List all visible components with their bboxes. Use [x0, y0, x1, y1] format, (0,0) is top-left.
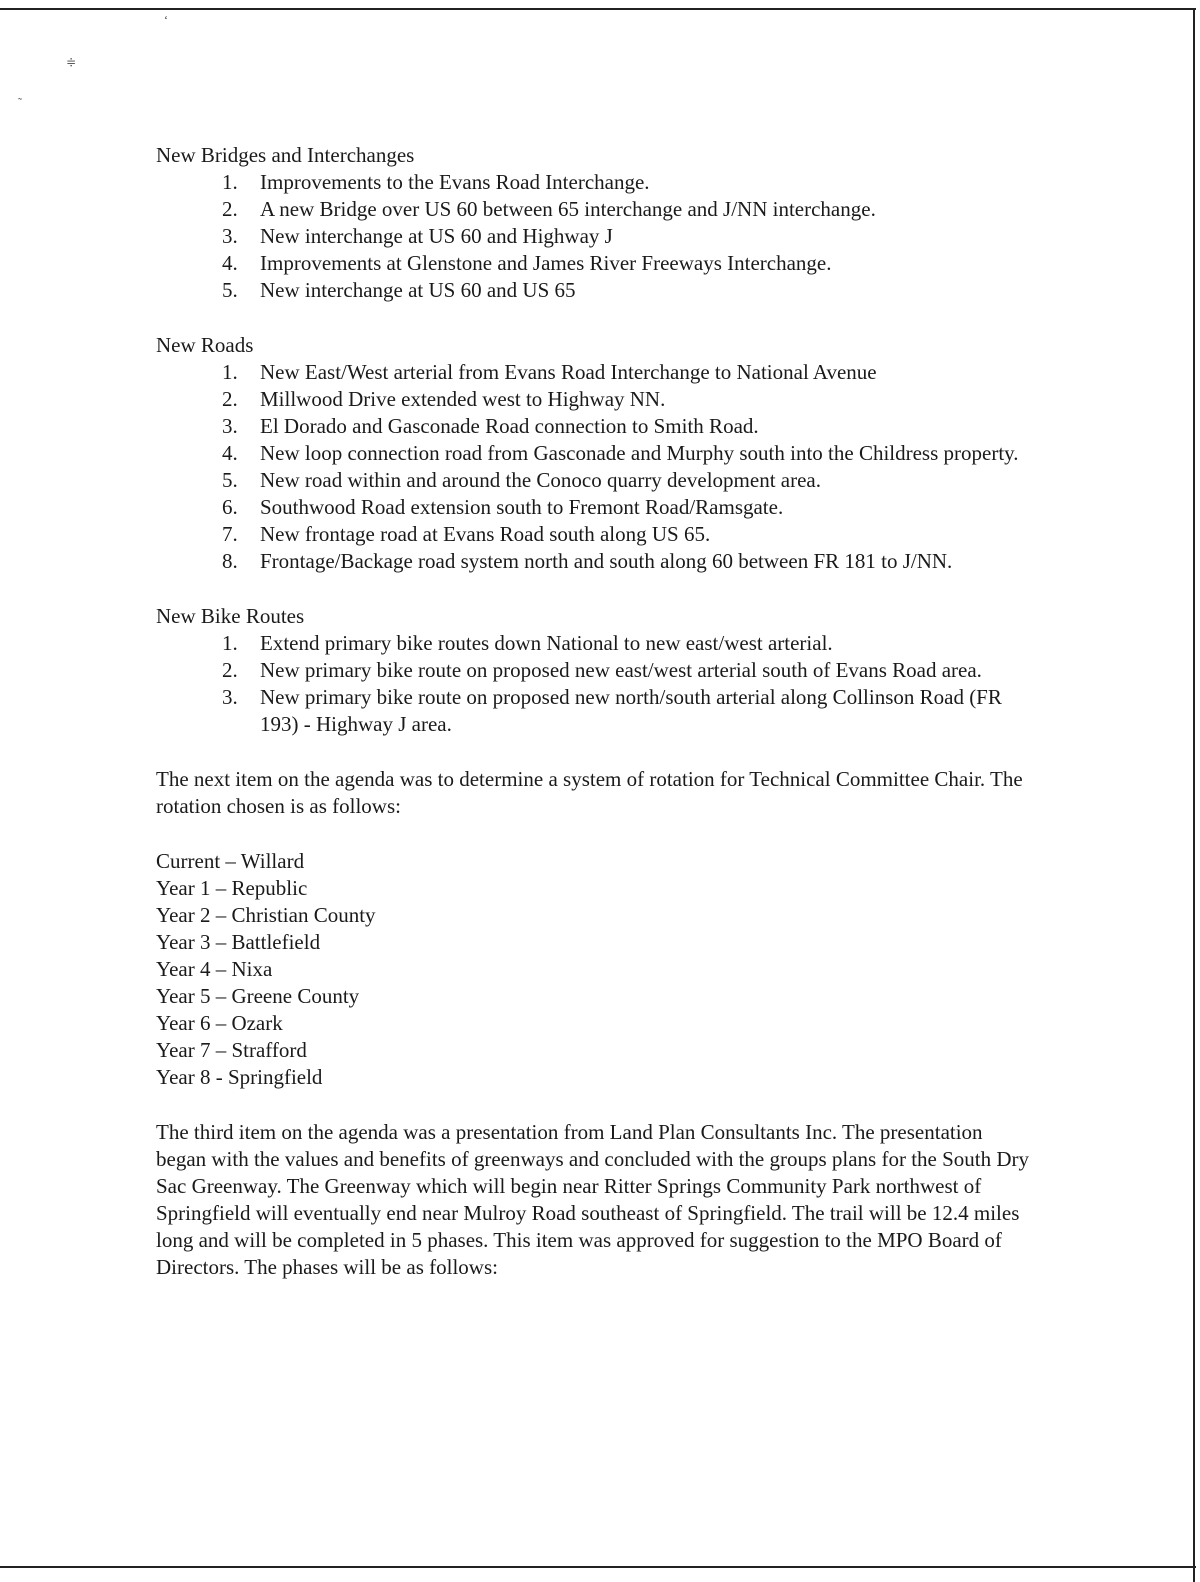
- rotation-item: Year 7 – Strafford: [156, 1038, 307, 1062]
- list-item: 1. Improvements to the Evans Road Interchange.: [222, 170, 650, 194]
- bridges-list: [156, 169, 1036, 304]
- list-item: 3. New interchange at US 60 and Highway J: [222, 224, 613, 248]
- list-item: 1. New East/West arterial from Evans Road Interchange to National Avenue: [222, 360, 877, 384]
- list-item: 1. Extend primary bike routes down National to new east/west arterial.: [222, 631, 833, 655]
- list-item: 3. New primary bike route on proposed new north/south arterial along Collinson Road (FR 193) - Highway J area.: [222, 685, 1002, 736]
- list-item: 2. New primary bike route on proposed new east/west arterial south of Evans Road area.: [222, 658, 982, 682]
- scan-speck: ˜: [18, 95, 22, 109]
- rotation-item: Year 3 – Battlefield: [156, 930, 321, 954]
- scan-speck: ‘: [164, 13, 168, 27]
- list-item: 6. Southwood Road extension south to Fremont Road/Ramsgate.: [222, 495, 784, 519]
- bike-routes-list: [156, 630, 1036, 738]
- page-border-top: [0, 8, 1196, 10]
- rotation-item: Year 5 – Greene County: [156, 984, 360, 1008]
- section-heading: New Bridges and Interchanges: [156, 143, 415, 167]
- list-item: 5. New road within and around the Conoco quarry development area.: [222, 468, 821, 492]
- list-item: 2. A new Bridge over US 60 between 65 interchange and J/NN interchange.: [222, 197, 876, 221]
- list-item: 2. Millwood Drive extended west to Highway NN.: [222, 387, 666, 411]
- scan-speck: ≑: [66, 55, 77, 69]
- list-item: 8. Frontage/Backage road system north and south along 60 between FR 181 to J/NN.: [222, 549, 953, 573]
- rotation-item: Year 1 – Republic: [156, 876, 308, 900]
- page-border-right: [1193, 8, 1195, 1582]
- list-item: 7. New frontage road at Evans Road south along US 65.: [222, 522, 711, 546]
- page-border-bottom: [0, 1566, 1196, 1568]
- list-item: 4. New loop connection road from Gasconade and Murphy south into the Childress property.: [222, 441, 1019, 465]
- rotation-item: Year 2 – Christian County: [156, 903, 376, 927]
- rotation-intro-paragraph: The next item on the agenda was to determine a system of rotation for Technical Committee Chair. The rotation chosen is as follows:: [156, 767, 1023, 818]
- list-item: 4. Improvements at Glenstone and James River Freeways Interchange.: [222, 251, 832, 275]
- section-heading: New Bike Routes: [156, 604, 305, 628]
- third-item-paragraph: The third item on the agenda was a presentation from Land Plan Consultants Inc. The presentation began with the values and benefits of greenways and concluded with the groups plans for the South Dry Sac Greenway. The Greenway which will begin near Ritter Springs Community Park northwest of Springfield will eventually end near Mulroy Road southeast of Springfield. The trail will be 12.4 miles long and will be completed in 5 phases. This item was approved for suggestion to the MPO Board of Directors. The phases will be as follows:: [156, 1120, 1030, 1279]
- document-body: [156, 142, 1036, 1281]
- rotation-item: Year 8 - Springfield: [156, 1065, 323, 1089]
- rotation-item: Year 4 – Nixa: [156, 957, 273, 981]
- rotation-list: [156, 848, 1036, 1091]
- section-heading: New Roads: [156, 333, 254, 357]
- list-item: 5. New interchange at US 60 and US 65: [222, 278, 576, 302]
- roads-list: [156, 359, 1036, 575]
- list-item: 3. El Dorado and Gasconade Road connection to Smith Road.: [222, 414, 759, 438]
- rotation-item: Current – Willard: [156, 849, 305, 873]
- rotation-item: Year 6 – Ozark: [156, 1011, 283, 1035]
